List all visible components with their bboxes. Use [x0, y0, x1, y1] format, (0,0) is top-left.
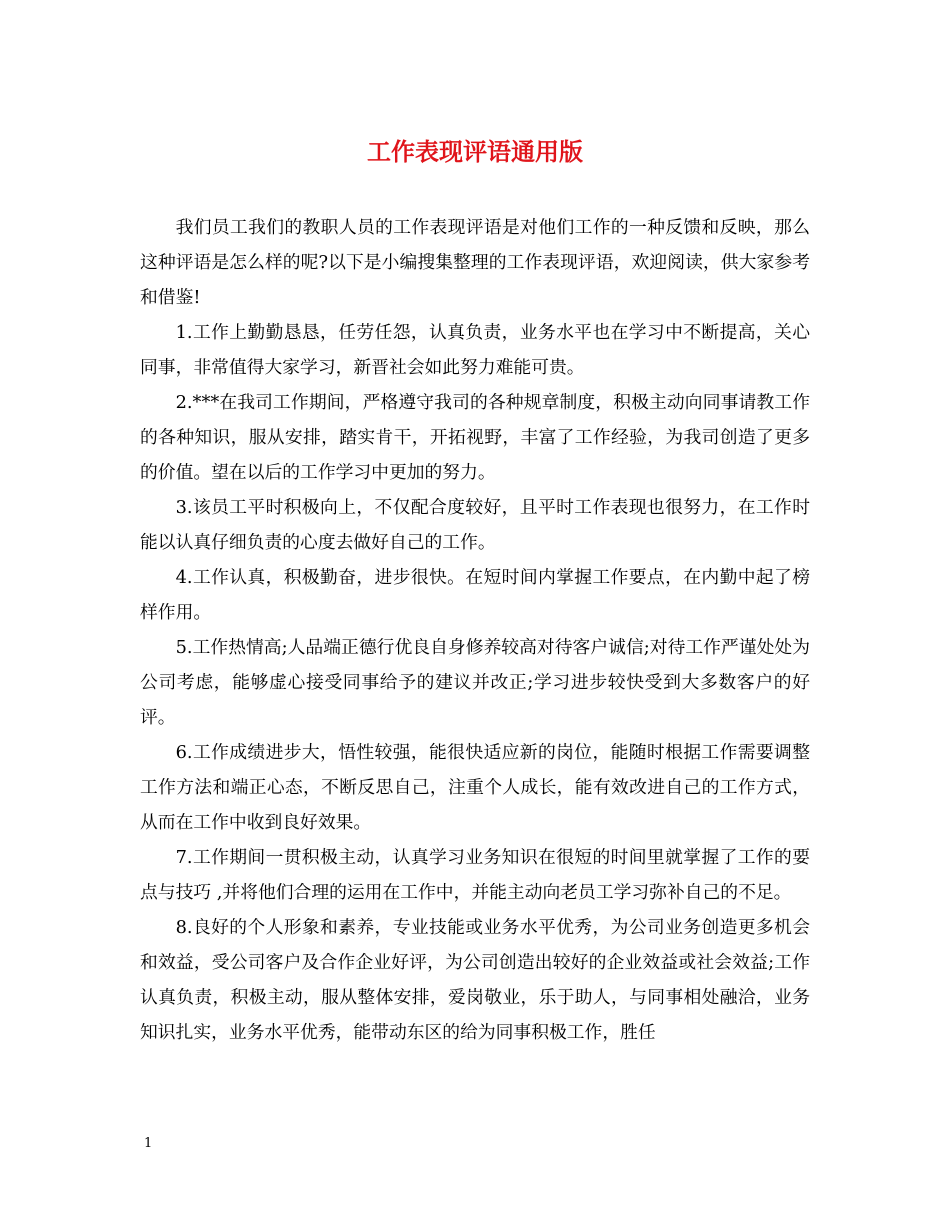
- comment-item-5: 5.工作热情高;人品端正德行优良自身修养较高对待客户诚信;对待工作严谨处处为公司考虑，能够虚心接受同事给予的建议并改正;学习进步较快受到大多数客户的好评。: [140, 637, 810, 728]
- comment-item-4: 4.工作认真，积极勤奋，进步很快。在短时间内掌握工作要点，在内勤中起了榜样作用。: [140, 567, 810, 623]
- comment-item-7: 7.工作期间一贯积极主动，认真学习业务知识在很短的时间里就掌握了工作的要点与技巧 ,并将他们合理的运用在工作中，并能主动向老员工学习弥补自己的不足。: [140, 847, 810, 903]
- page-number: 1: [144, 1136, 153, 1151]
- document-body: [140, 210, 810, 1050]
- intro-paragraph: 我们员工我们的教职人员的工作表现评语是对他们工作的一种反馈和反映，那么这种评语是怎么样的呢?以下是小编搜集整理的工作表现评语，欢迎阅读，供大家参考和借鉴!: [140, 217, 810, 308]
- comment-item-3: 3.该员工平时积极向上，不仅配合度较好，且平时工作表现也很努力，在工作时能以认真仔细负责的心度去做好自己的工作。: [140, 497, 810, 553]
- comment-item-1: 1.工作上勤勤恳恳，任劳任怨，认真负责，业务水平也在学习中不断提高，关心同事，非常值得大家学习，新晋社会如此努力难能可贵。: [140, 322, 810, 378]
- comment-item-6: 6.工作成绩进步大，悟性较强，能很快适应新的岗位，能随时根据工作需要调整工作方法和端正心态，不断反思自己，注重个人成长，能有效改进自己的工作方式，从而在工作中收到良好效果。: [140, 742, 810, 833]
- comment-item-2: 2.***在我司工作期间，严格遵守我司的各种规章制度，积极主动向同事请教工作的各种知识，服从安排，踏实肯干，开拓视野，丰富了工作经验，为我司创造了更多的价值。望在以后的工作学习中更加的努力。: [140, 392, 810, 483]
- document-title: 工作表现评语通用版: [367, 137, 583, 166]
- comment-item-8: 8.良好的个人形象和素养，专业技能或业务水平优秀，为公司业务创造更多机会和效益，受公司客户及合作企业好评，为公司创造出较好的企业效益或社会效益;工作认真负责，积极主动，服从整体安排，爱岗敬业，乐于助人，与同事相处融洽，业务知识扎实，业务水平优秀，能带动东区的给为同事积极工作，胜任: [140, 917, 810, 1043]
